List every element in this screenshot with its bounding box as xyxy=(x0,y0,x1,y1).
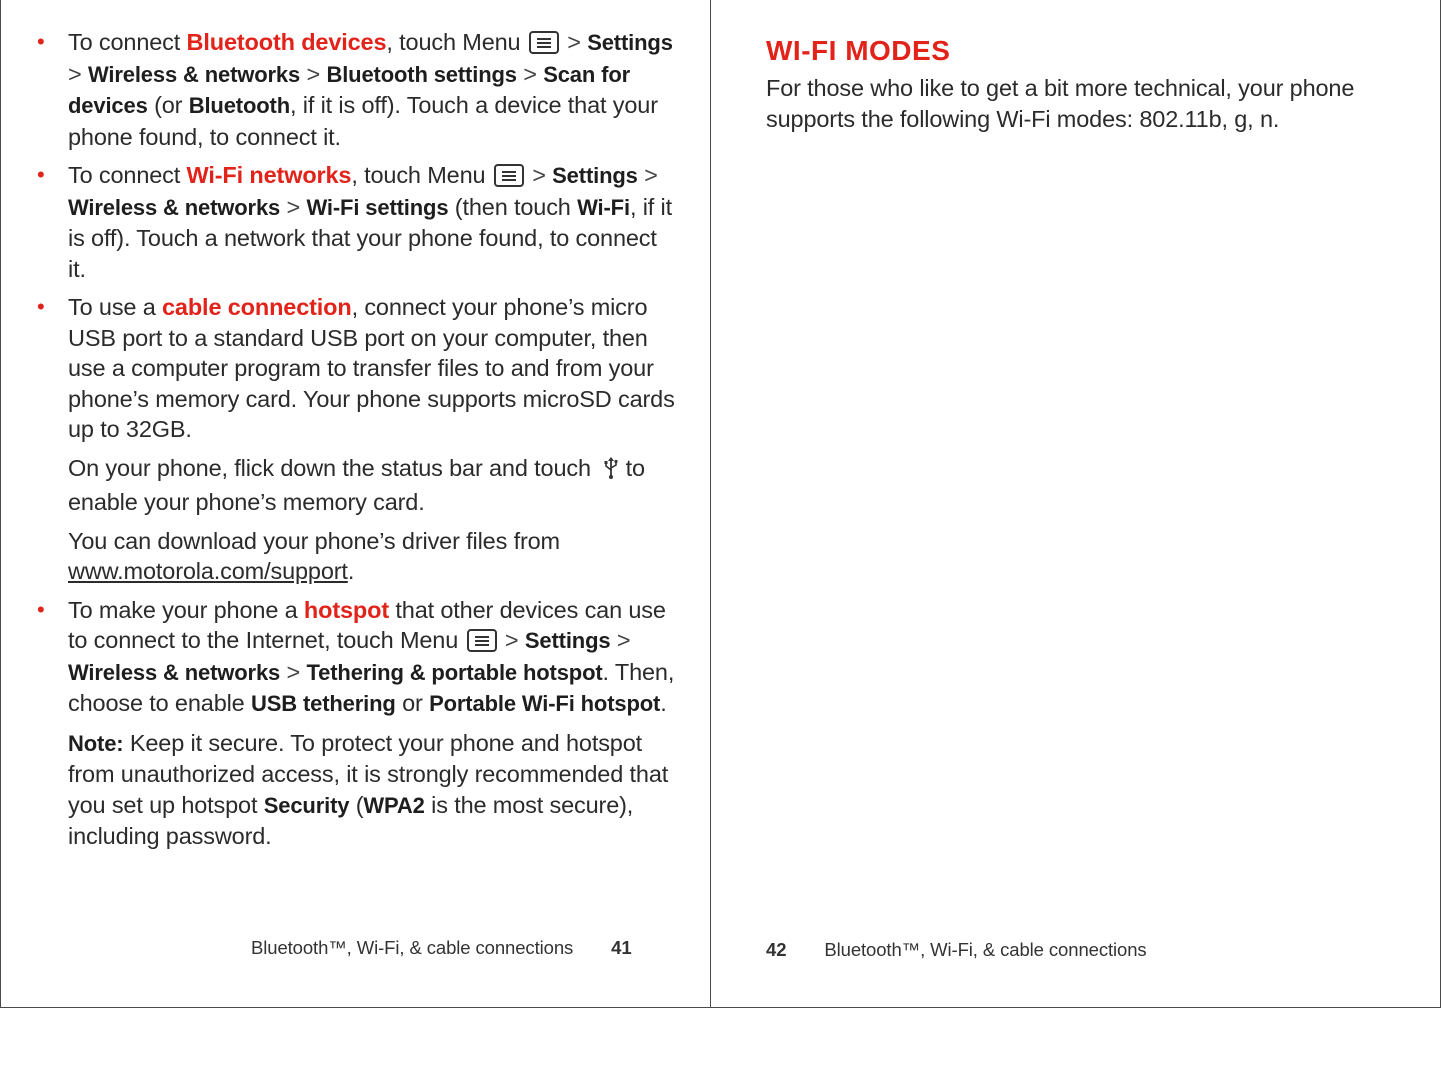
text-run: , touch Menu xyxy=(351,162,492,188)
text-run: that other devices can use to connect to the Internet, touch Menu xyxy=(68,596,666,653)
section-heading: WI-FI MODES xyxy=(766,35,951,66)
text-run: . xyxy=(347,558,355,584)
section-body: For those who like to get a bit more technical, your phone supports the following Wi-Fi modes: 802.11b, g, n. xyxy=(766,75,1355,132)
sub-paragraph xyxy=(37,526,677,587)
paragraph-text xyxy=(68,453,677,518)
paragraph-text xyxy=(68,595,677,720)
path-separator: > xyxy=(560,29,588,55)
ui-label: Portable Wi-Fi hotspot xyxy=(429,691,661,716)
path-separator: > xyxy=(280,658,307,685)
text-run: ( xyxy=(349,791,364,818)
footer-section-title: Bluetooth™, Wi-Fi, & cable connections xyxy=(824,939,1147,960)
text-run: On your phone, flick down the status bar and touch xyxy=(68,454,598,481)
ui-label: Settings xyxy=(552,163,638,188)
text-run: (or xyxy=(147,92,189,118)
ui-label: Bluetooth settings xyxy=(326,61,517,87)
ui-label: Tethering & portable hotspot xyxy=(306,659,603,685)
text-run: You can download your phone’s driver files from xyxy=(68,527,560,554)
ui-label: Wi-Fi settings xyxy=(306,194,449,220)
path-separator: > xyxy=(610,627,631,653)
path-separator: > xyxy=(300,60,327,87)
path-separator: > xyxy=(498,627,525,653)
highlight-term: cable connection xyxy=(162,294,352,320)
text-run: or xyxy=(395,690,430,716)
right-page xyxy=(711,0,1441,1008)
path-separator: > xyxy=(525,162,553,188)
text-run: Keep it secure. To protect your phone and hotspot from unauthorized access, it is strongly recommended that you set up hotspot xyxy=(68,729,669,818)
text-run: , if it is off). Touch a device that your phone found, to connect it. xyxy=(68,92,658,150)
bullet-item xyxy=(37,27,677,152)
text-run: , connect your phone’s micro USB port to a standard USB port on your computer, then use a computer program to transfer files to and from your phone’s memory card. Your phone supports microSD cards up to 32GB. xyxy=(68,294,675,442)
bullet-marker: • xyxy=(37,162,45,187)
bullet-item xyxy=(37,595,677,720)
paragraph-text xyxy=(68,27,677,152)
text-run: to enable your phone’s memory card. xyxy=(68,454,645,515)
ui-label: WPA2 xyxy=(363,792,425,818)
paragraph-text xyxy=(68,160,677,284)
highlight-term: Bluetooth devices xyxy=(186,29,387,55)
ui-label: Settings xyxy=(524,628,611,653)
left-page xyxy=(0,0,711,1008)
page-number: 41 xyxy=(611,937,632,958)
highlight-term: hotspot xyxy=(303,596,390,623)
paragraph-text xyxy=(68,526,677,587)
ui-label: Wireless & networks xyxy=(68,659,281,685)
text-run: is the most secure), including password. xyxy=(68,791,634,849)
ui-label: Bluetooth xyxy=(188,93,291,118)
highlight-term: Wi-Fi networks xyxy=(186,162,352,188)
text-run: (then touch xyxy=(448,193,578,220)
text-run: To use a xyxy=(68,294,163,320)
ui-label: USB tethering xyxy=(250,691,396,716)
ui-label: Security xyxy=(263,792,350,818)
right-page-content xyxy=(766,35,1366,134)
ui-label: Note: xyxy=(68,730,124,756)
text-run: . Then, choose to enable xyxy=(68,658,675,716)
footer-section-title: Bluetooth™, Wi-Fi, & cable connections xyxy=(251,937,574,958)
text-run: To make your phone a xyxy=(68,596,304,623)
menu-icon xyxy=(467,629,497,652)
path-separator: > xyxy=(516,60,544,87)
text-run: , if it is off). Touch a network that your phone found, to connect it. xyxy=(68,193,672,282)
ui-label: Wireless & networks xyxy=(87,61,301,87)
menu-icon xyxy=(529,31,559,54)
right-page-footer xyxy=(766,939,1147,961)
usb-icon xyxy=(603,456,619,488)
text-run: . xyxy=(660,690,667,716)
sub-paragraph xyxy=(37,728,677,852)
menu-icon xyxy=(494,164,524,187)
support-link[interactable]: www.motorola.com/support xyxy=(68,558,348,584)
bullet-marker: • xyxy=(37,294,45,319)
path-separator: > xyxy=(280,193,307,220)
bullet-item xyxy=(37,160,677,284)
left-page-content xyxy=(37,27,677,860)
ui-label: Settings xyxy=(587,30,673,55)
ui-label: Wi-Fi xyxy=(577,194,630,220)
left-page-footer xyxy=(251,937,632,959)
paragraph-text xyxy=(68,292,677,445)
text-run: To connect xyxy=(68,29,187,55)
ui-label: Wireless & networks xyxy=(68,194,281,220)
path-separator: > xyxy=(637,162,658,188)
page-number: 42 xyxy=(766,939,787,960)
text-run: To connect xyxy=(68,162,187,188)
bullet-marker: • xyxy=(37,596,45,622)
bullet-marker: • xyxy=(37,29,45,54)
paragraph-text xyxy=(68,728,677,852)
bullet-item xyxy=(37,292,677,445)
text-run: , touch Menu xyxy=(386,29,527,55)
ui-label: Scan for devices xyxy=(68,61,631,118)
path-separator: > xyxy=(68,60,88,87)
sub-paragraph xyxy=(37,453,677,518)
